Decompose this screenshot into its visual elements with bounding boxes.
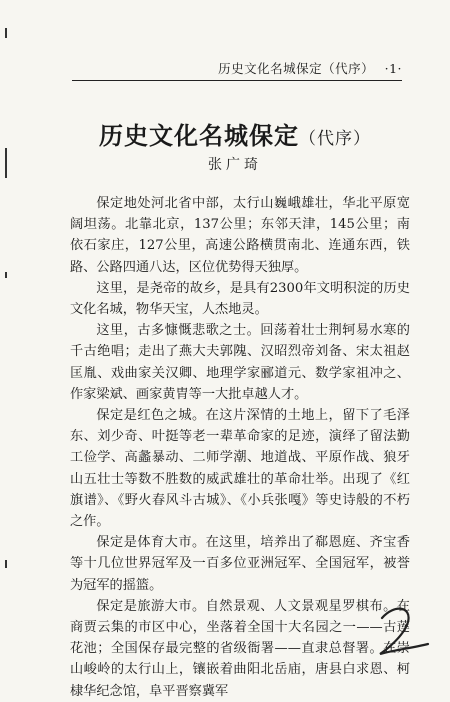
author-name: 张广琦 (208, 157, 262, 173)
paragraph: 保定是旅游大市。自然景观、人文景观星罗棋布。在商贾云集的市区中心，坐落着全国十大名园之一——古莲花池；全国保存最完整的省级衙署——直隶总督署。在崇山峻岭的太行山上，镶嵌着曲阳北岳庙，唐县白求恩、柯棣华纪念馆，阜平晋察冀军 (70, 598, 410, 699)
title-subtitle: （代序） (299, 129, 371, 149)
page-title (60, 116, 410, 151)
title-main: 历史文化名城保定 (99, 121, 299, 150)
paragraph: 这里，是尧帝的故乡，是具有2300年文明积淀的历史文化名城，物华天宝，人杰地灵。 (70, 280, 410, 318)
paragraph: 保定地处河北省中部，太行山巍峨雄壮，华北平原宽阔坦荡。北靠北京，137公里；东邻天津，145公里；南依石家庄，127公里，高速公路横贯南北、连通东西，铁路、公路四通八达，区位优势得天独厚。 (70, 196, 410, 275)
running-header (72, 58, 402, 81)
paragraph: 保定是体育大市。在这里，培养出了郗恩庭、齐宝香等十几位世界冠军及一百多位亚洲冠军、全国冠军，被誉为冠军的摇篮。 (70, 535, 410, 593)
paragraph: 保定是红色之城。在这片深情的土地上，留下了毛泽东、刘少奇、叶挺等老一辈革命家的足迹，演绎了留法勤工俭学、高蠡暴动、二师学潮、地道战、平原作战、狼牙山五壮士等数不胜数的威武雄壮的革命壮举。出现了《红旗谱》、《野火春风斗古城》、《小兵张嘎》等史诗般的不朽之作。 (70, 408, 410, 530)
body-text (70, 193, 410, 702)
page-number: ·1· (384, 61, 402, 76)
handwritten-pen-mark (372, 600, 432, 657)
running-header-title: 历史文化名城保定（代序） (218, 61, 375, 76)
paragraph: 这里，古多慷慨悲歌之士。回荡着壮士荆轲易水寒的千古绝唱；走出了燕大夫郭隗、汉昭烈帝刘备、宋太祖赵匡胤、戏曲家关汉卿、地理学家郦道元、数学家祖冲之、作家梁斌、画家黄胄等一大批卓越人才。 (70, 323, 410, 402)
binding-edge-marks (2, 0, 12, 657)
